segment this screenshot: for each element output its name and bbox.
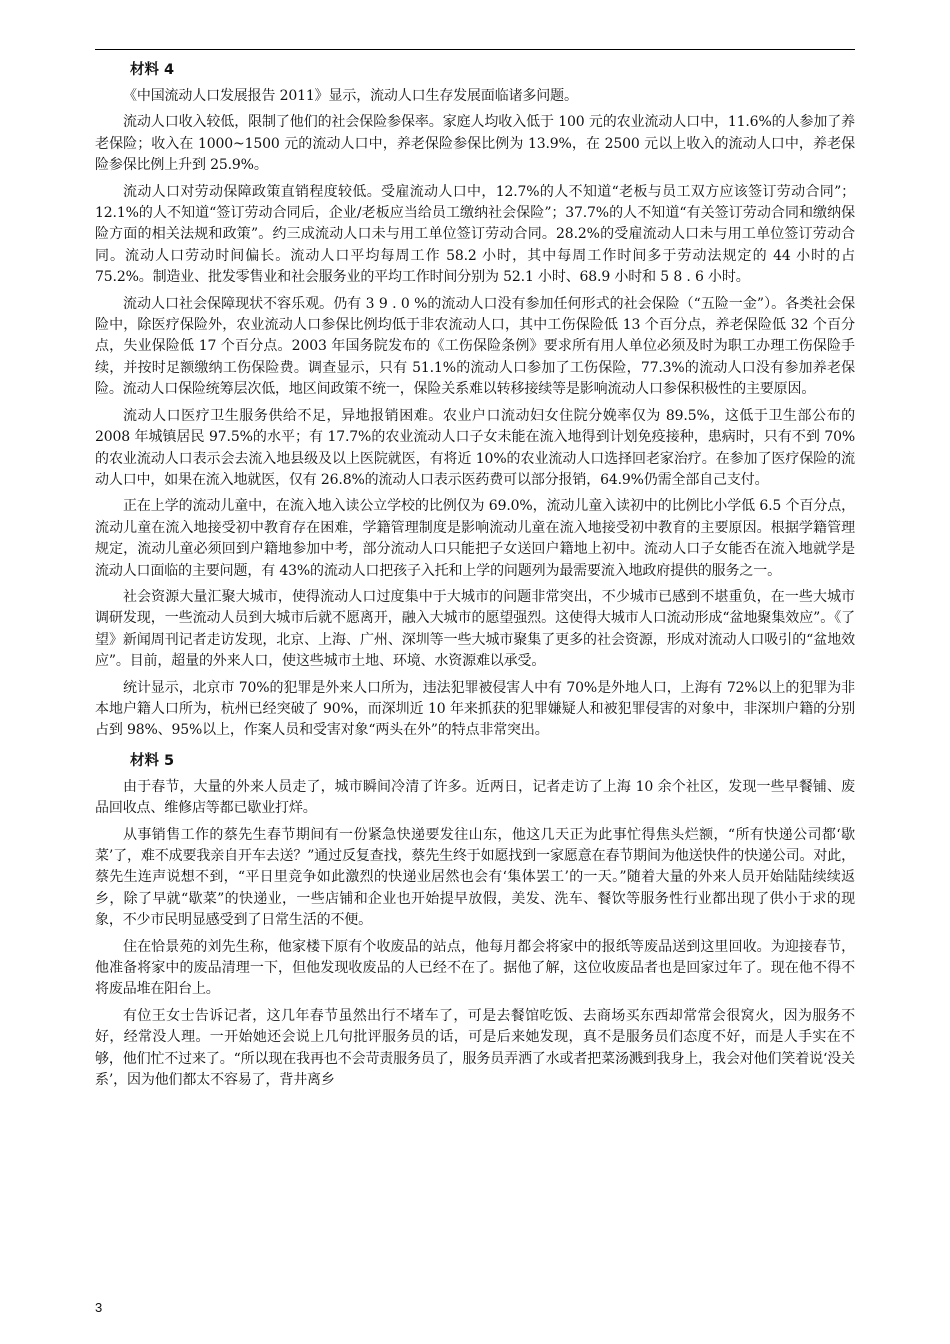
header-rule	[95, 49, 855, 50]
material-4-paragraph: 流动人口医疗卫生服务供给不足，异地报销困难。农业户口流动妇女住院分娩率仅为 89.5%，这低于卫生部公布的 2008 年城镇居民 97.5%的水平；有 17.7%的农业流动人口子女未能在流入地得到计划免疫接种，患病时，只有不到 70%的农业流动人口表示会去流入地县级及以上医院就医，有将近 10%的农业流动人口选择回老家治疗。在参加了医疗保险的流动人口中，如果在流入地就医，仅有 26.8%的流动人口表示医药费可以部分报销，64.9%仍需全部自己支付。	[95, 407, 855, 488]
material-4-paragraph: 统计显示，北京市 70%的犯罪是外来人口所为，违法犯罪被侵害人中有 70%是外地人口，上海有 72%以上的犯罪为非本地户籍人口所为，杭州已经突破了 90%，而深圳近 10 年来抓获的犯罪嫌疑人和被犯罪侵害的对象中，非深圳户籍的分别占到 98%、95%以上，作案人员和受害对象“两头在外”的特点非常突出。	[95, 679, 855, 739]
material-5-paragraph: 有位王女士告诉记者，这几年春节虽然出行不堵车了，可是去餐馆吃饭、去商场买东西却常常会很窝火，因为服务不好，经常没人理。一开始她还会说上几句批评服务员的话，可是后来她发现，真不是服务员们态度不好，而是人手实在不够，他们忙不过来了。“所以现在我再也不会苛责服务员了，服务员弄洒了水或者把菜汤溅到我身上，我会对他们笑着说‘没关系’，因为他们都太不容易了，背井离乡	[95, 1007, 855, 1089]
material-4-paragraph: 流动人口收入较低，限制了他们的社会保险参保率。家庭人均收入低于 100 元的农业流动人口中，11.6%的人参加了养老保险；收入在 1000~1500 元的流动人口中，养老保险参保比例为 13.9%，在 2500 元以上收入的流动人口中，养老保险参保比例上升到 25.9%。	[95, 114, 855, 174]
material-4-paragraph: 社会资源大量汇聚大城市，使得流动人口过度集中于大城市的问题非常突出，不少城市已感到不堪重负，在一些大城市调研发现，一些流动人员到大城市后就不愿离开，融入大城市的愿望强烈。这使得大城市人口流动形成“盆地聚集效应”。《了望》新闻周刊记者走访发现，北京、上海、广州、深圳等一些大城市聚集了更多的社会资源，形成对流动人口吸引的“盆地效应”。目前，超量的外来人口，使这些城市土地、环境、水资源难以承受。	[95, 588, 855, 670]
material-4-paragraph: 流动人口社会保障现状不容乐观。仍有 3 9 . 0 %的流动人口没有参加任何形式的社会保险（“五险一金”）。各类社会保险中，除医疗保险外，农业流动人口参保比例均低于非农流动人口，其中工伤保险低 13 个百分点，养老保险低 32 个百分点，失业保险低 17 个百分点。2003 年国务院发布的《工伤保险条例》要求所有用人单位必须及时为职工办理工伤保险手续，并按时足额缴纳工伤保险费。调查显示，只有 51.1%的流动人口参加了工伤保险，77.3%的流动人口没有参加养老保险。流动人口保险统筹层次低，地区间政策不统一，保险关系难以转移接续等是影响流动人口参保积极性的主要原因。	[95, 295, 855, 398]
material-4-heading: 材料 4	[130, 62, 175, 78]
material-5-paragraph: 从事销售工作的蔡先生春节期间有一份紧急快递要发往山东，他这几天正为此事忙得焦头烂额，“所有快递公司都‘歇菜’了，难不成要我亲自开车去送？”通过反复查找，蔡先生终于如愿找到一家愿意在春节期间为他送快件的快递公司。对此，蔡先生连声说想不到，“平日里竞争如此激烈的快递业居然也会有‘集体罢工’的一天。”随着大量的外来人员开始陆陆续续返乡，除了早就“歇菜”的快递业，一些店铺和企业也开始提早放假，美发、洗车、餐饮等服务性行业都出现了供小于求的现象，不少市民明显感受到了日常生活的不便。	[95, 826, 855, 929]
page-number: 3	[95, 1300, 103, 1315]
material-4-paragraph: 正在上学的流动儿童中，在流入地入读公立学校的比例仅为 69.0%，流动儿童入读初中的比例比小学低 6.5 个百分点，流动儿童在流入地接受初中教育存在困难，学籍管理制度是影响流动儿童在流入地接受初中教育的主要原因。根据学籍管理规定，流动儿童必须回到户籍地参加中考，部分流动人口只能把子女送回户籍地上初中。流动人口子女能否在流入地就学是流动人口面临的主要问题，有 43%的流动人口把孩子入托和上学的问题列为最需要流入地政府提供的服务之一。	[95, 498, 855, 579]
material-5-paragraph: 由于春节，大量的外来人员走了，城市瞬间冷清了许多。近两日，记者走访了上海 10 余个社区，发现一些早餐铺、废品回收点、维修店等都已歇业打烊。	[95, 778, 855, 817]
material-4-paragraph: 《中国流动人口发展报告 2011》显示，流动人口生存发展面临诸多问题。	[123, 88, 578, 104]
material-4-paragraph: 流动人口对劳动保障政策直销程度较低。受雇流动人口中，12.7%的人不知道“老板与员工双方应该签订劳动合同”；12.1%的人不知道“签订劳动合同后，企业/老板应当给员工缴纳社会保险”；37.7%的人不知道“有关签订劳动合同和缴纳保险方面的相关法规和政策”。约三成流动人口未与用工单位签订劳动合同。28.2%的受雇流动人口未与用工单位签订劳动合同。流动人口劳动时间偏长。流动人口平均每周工作 58.2 小时，其中每周工作时间多于劳动法规定的 44 小时的占 75.2%。制造业、批发零售业和社会服务业的平均工作时间分别为 52.1 小时、68.9 小时和 5 8 . 6 小时。	[95, 183, 855, 286]
material-5-paragraph: 住在恰景苑的刘先生称，他家楼下原有个收废品的站点，他每月都会将家中的报纸等废品送到这里回收。为迎接春节，他准备将家中的废品清理一下，但他发现收废品的人已经不在了。据他了解，这位收废品者也是回家过年了。现在他不得不将废品堆在阳台上。	[95, 938, 855, 998]
document-body	[95, 60, 855, 1096]
material-5-heading: 材料 5	[130, 752, 175, 769]
